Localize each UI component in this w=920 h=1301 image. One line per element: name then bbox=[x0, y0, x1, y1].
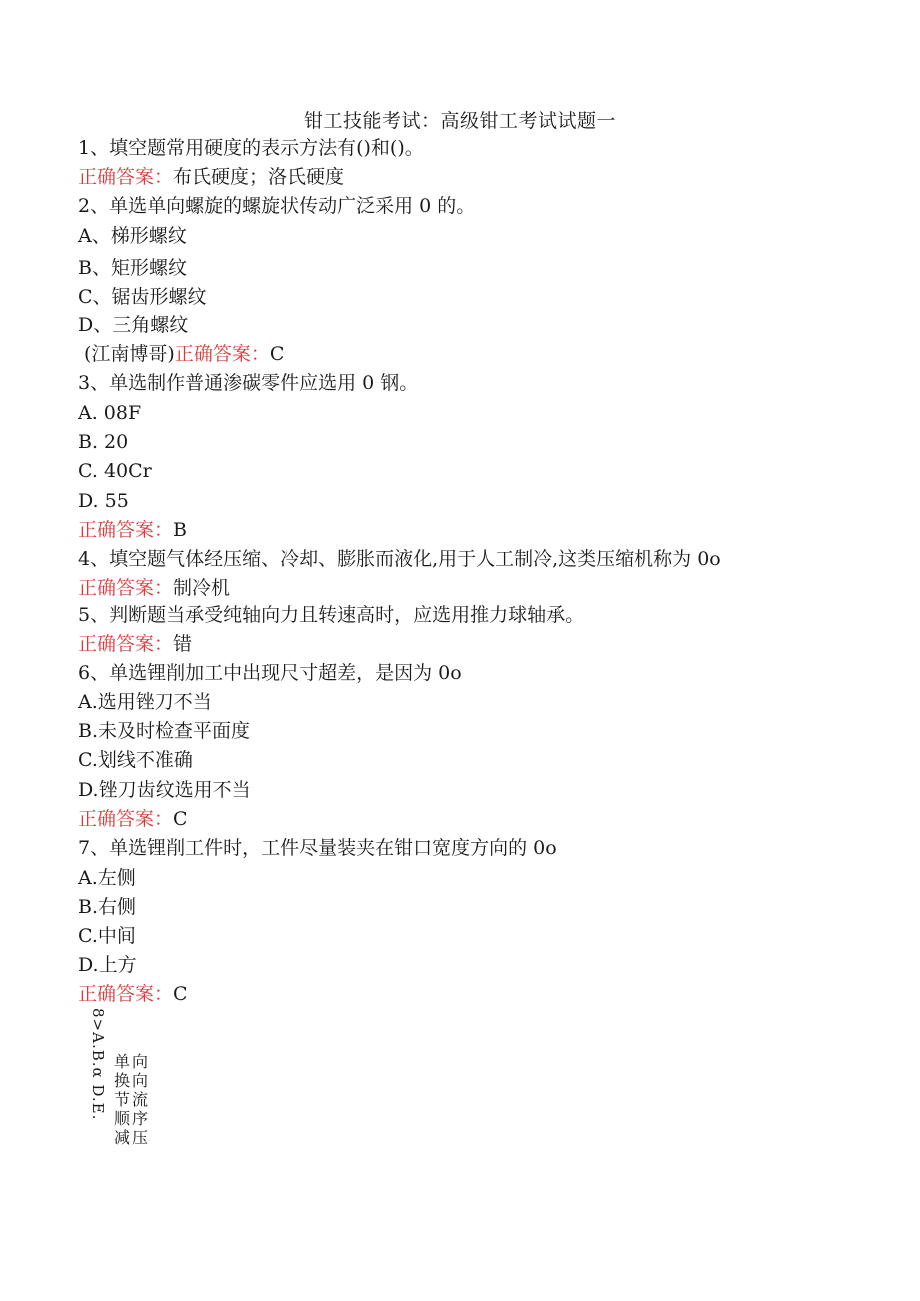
answer-2 bbox=[84, 342, 284, 366]
question-4: 4、填空题气体经压缩、冷却、膨胀而液化,用于人工制冷,这类压缩机称为 0o bbox=[78, 548, 721, 570]
option-2d: D、三角螺纹 bbox=[78, 314, 189, 336]
question-3: 3、单选制作普通渗碳零件应选用 0 钢。 bbox=[78, 372, 419, 394]
option-2c: C、锯齿形螺纹 bbox=[78, 286, 207, 308]
answer-value: C bbox=[173, 808, 188, 830]
option-8b: 换向 bbox=[114, 1071, 151, 1090]
answer-label: 正确答案： bbox=[78, 166, 174, 188]
option-6d: D.锉刀齿纹选用不当 bbox=[78, 779, 251, 801]
option-8d: 顺序 bbox=[114, 1109, 151, 1128]
answer-label: 正确答案： bbox=[78, 633, 174, 655]
question-5: 5、判断题当承受纯轴向力且转速高时，应选用推力球轴承。 bbox=[78, 604, 585, 626]
option-2a: A、梯形螺纹 bbox=[78, 225, 187, 247]
answer-label: 正确答案： bbox=[78, 983, 174, 1005]
answer-3 bbox=[78, 518, 187, 542]
option-7b: B.右侧 bbox=[78, 896, 137, 918]
answer-value: 错 bbox=[173, 633, 193, 655]
option-3b: B. 20 bbox=[78, 431, 129, 453]
question-1: 1、填空题常用硬度的表示方法有()和()。 bbox=[78, 137, 424, 159]
option-3a: A. 08F bbox=[78, 402, 142, 424]
question-8-options bbox=[114, 1052, 150, 1147]
option-3c: C. 40Cr bbox=[78, 460, 152, 482]
answer-value: 制冷机 bbox=[173, 577, 231, 599]
answer-4 bbox=[78, 576, 230, 600]
option-6b: B.未及时检查平面度 bbox=[78, 720, 251, 742]
answer-7 bbox=[78, 982, 188, 1006]
answer-5 bbox=[78, 632, 192, 656]
option-8e: 减压 bbox=[114, 1128, 151, 1147]
question-7: 7、单选锂削工件时，工件尽量装夹在钳口宽度方向的 0o bbox=[78, 837, 557, 859]
question-6: 6、单选锂削加工中出现尺寸超差，是因为 0o bbox=[78, 662, 462, 684]
option-6a: A.选用锉刀不当 bbox=[78, 691, 212, 713]
option-3d: D. 55 bbox=[78, 490, 129, 512]
option-7c: C.中间 bbox=[78, 925, 136, 947]
option-7a: A.左侧 bbox=[78, 867, 136, 889]
answer-value: B bbox=[173, 519, 187, 541]
answer-value: C bbox=[173, 983, 188, 1005]
document-title: 钳工技能考试：高级钳工考试试题一 bbox=[303, 110, 616, 132]
question-2: 2、单选单向螺旋的螺旋状传动广泛采用 0 的。 bbox=[78, 195, 476, 217]
option-8a: 单向 bbox=[114, 1052, 151, 1071]
answer-value: 布氏硬度；洛氏硬度 bbox=[173, 166, 345, 188]
option-6c: C.划线不准确 bbox=[78, 749, 193, 771]
answer-1 bbox=[78, 165, 344, 189]
option-8c: 节流 bbox=[114, 1090, 151, 1109]
answer-label: 正确答案： bbox=[174, 343, 270, 365]
answer-label: 正确答案： bbox=[78, 519, 174, 541]
source-note: (江南博哥) bbox=[84, 343, 175, 365]
question-8-rotated-label: 8>A.B.α D.E. bbox=[89, 1008, 107, 1121]
answer-label: 正确答案： bbox=[78, 577, 174, 599]
answer-label: 正确答案： bbox=[78, 808, 174, 830]
option-7d: D.上方 bbox=[78, 954, 137, 976]
answer-value: C bbox=[269, 343, 285, 365]
option-2b: B、矩形螺纹 bbox=[78, 257, 187, 279]
answer-6 bbox=[78, 807, 188, 831]
